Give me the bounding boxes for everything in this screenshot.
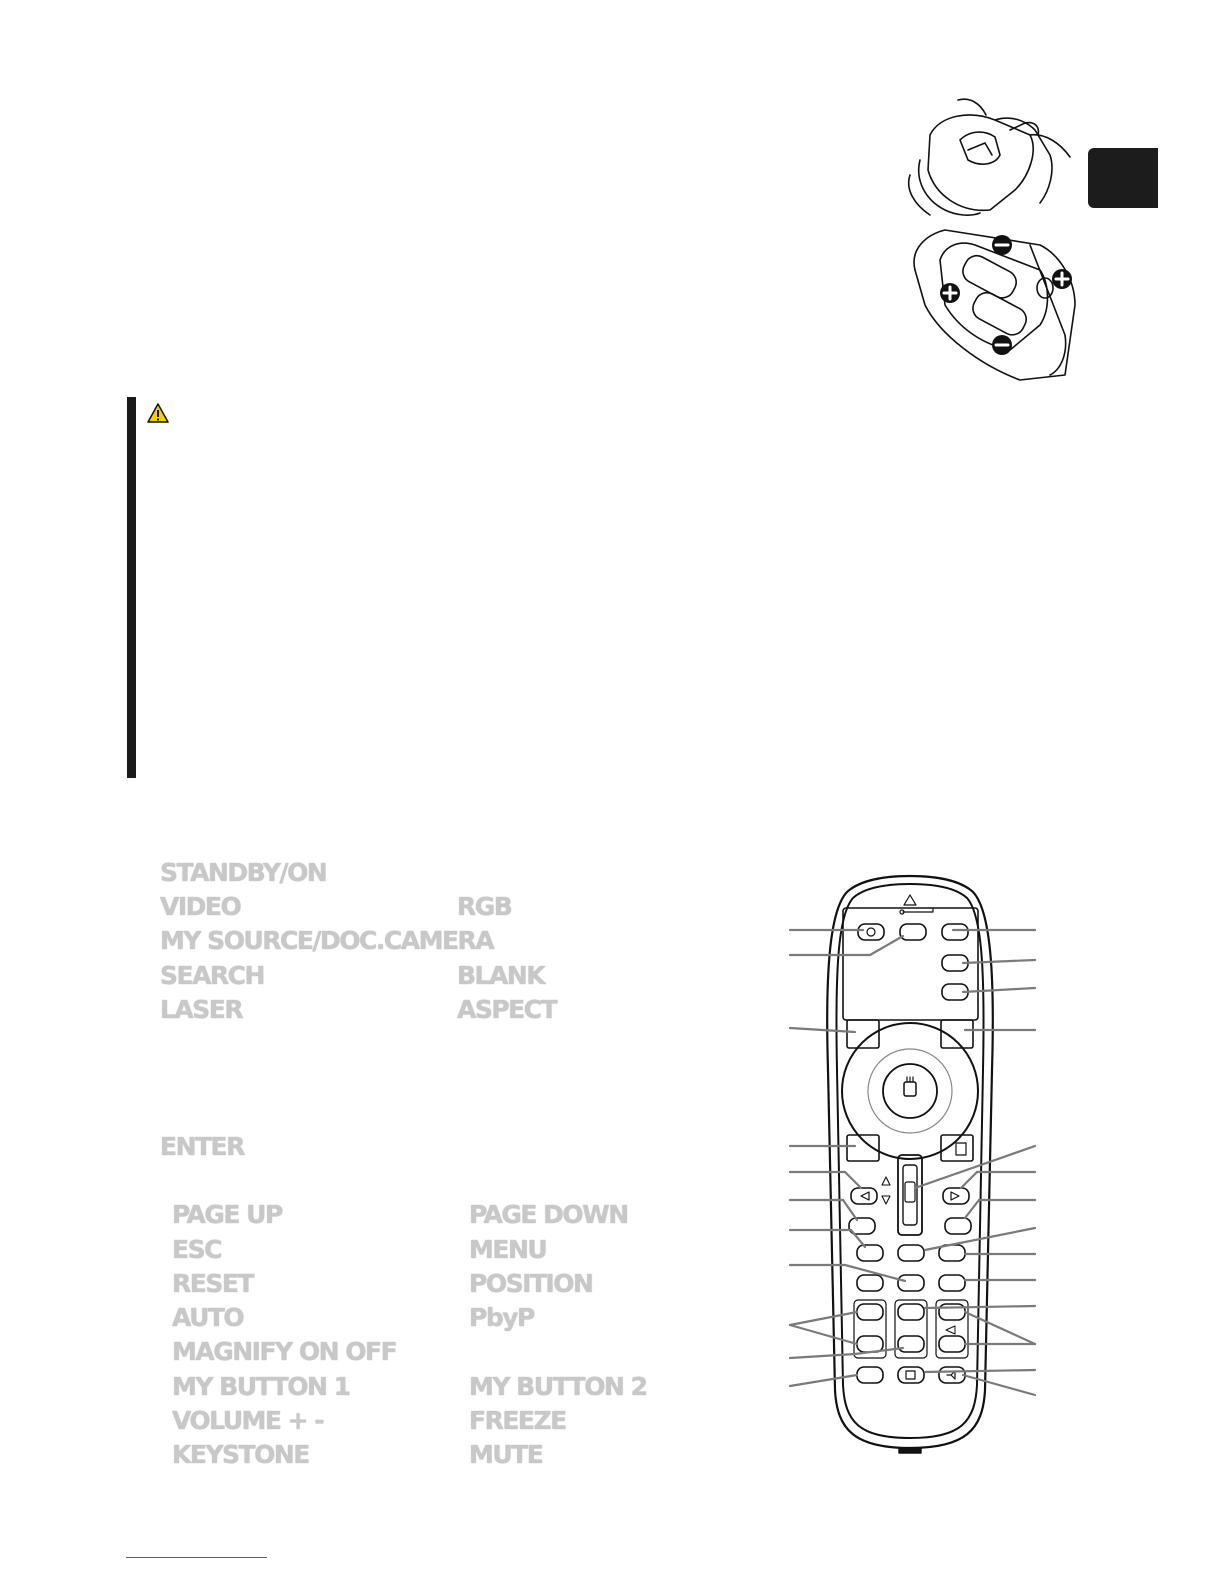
label-auto: AUTO <box>172 1303 244 1332</box>
label-laser: LASER <box>160 995 243 1024</box>
label-menu: MENU <box>469 1235 547 1264</box>
label-blank: BLANK <box>457 961 545 990</box>
label-enter: ENTER <box>160 1132 244 1161</box>
label-keystone: KEYSTONE <box>172 1440 309 1469</box>
label-volume: VOLUME + - <box>172 1406 324 1435</box>
label-rgb: RGB <box>457 892 512 921</box>
label-my-source: MY SOURCE/DOC.CAMERA <box>160 926 494 955</box>
remote-control-diagram <box>785 870 1045 1460</box>
label-video: VIDEO <box>160 892 241 921</box>
label-position: POSITION <box>469 1269 593 1298</box>
label-aspect: ASPECT <box>457 995 557 1024</box>
label-mute: MUTE <box>469 1440 543 1469</box>
label-search: SEARCH <box>160 961 264 990</box>
caution-icon <box>147 403 169 423</box>
section-tab <box>1088 148 1158 208</box>
caution-bar <box>127 397 136 778</box>
label-page-up: PAGE UP <box>172 1200 282 1229</box>
label-standby: STANDBY/ON <box>160 858 327 887</box>
label-my-button-1: MY BUTTON 1 <box>172 1372 350 1401</box>
label-esc: ESC <box>172 1235 221 1264</box>
label-my-button-2: MY BUTTON 2 <box>469 1372 647 1401</box>
footer-link[interactable] <box>126 1557 267 1558</box>
label-page-down: PAGE DOWN <box>469 1200 628 1229</box>
label-reset: RESET <box>172 1269 253 1298</box>
battery-insertion-illustration <box>900 95 1090 385</box>
label-freeze: FREEZE <box>469 1406 566 1435</box>
label-pbyp: PbyP <box>469 1303 534 1332</box>
label-magnify: MAGNIFY ON OFF <box>172 1337 397 1366</box>
